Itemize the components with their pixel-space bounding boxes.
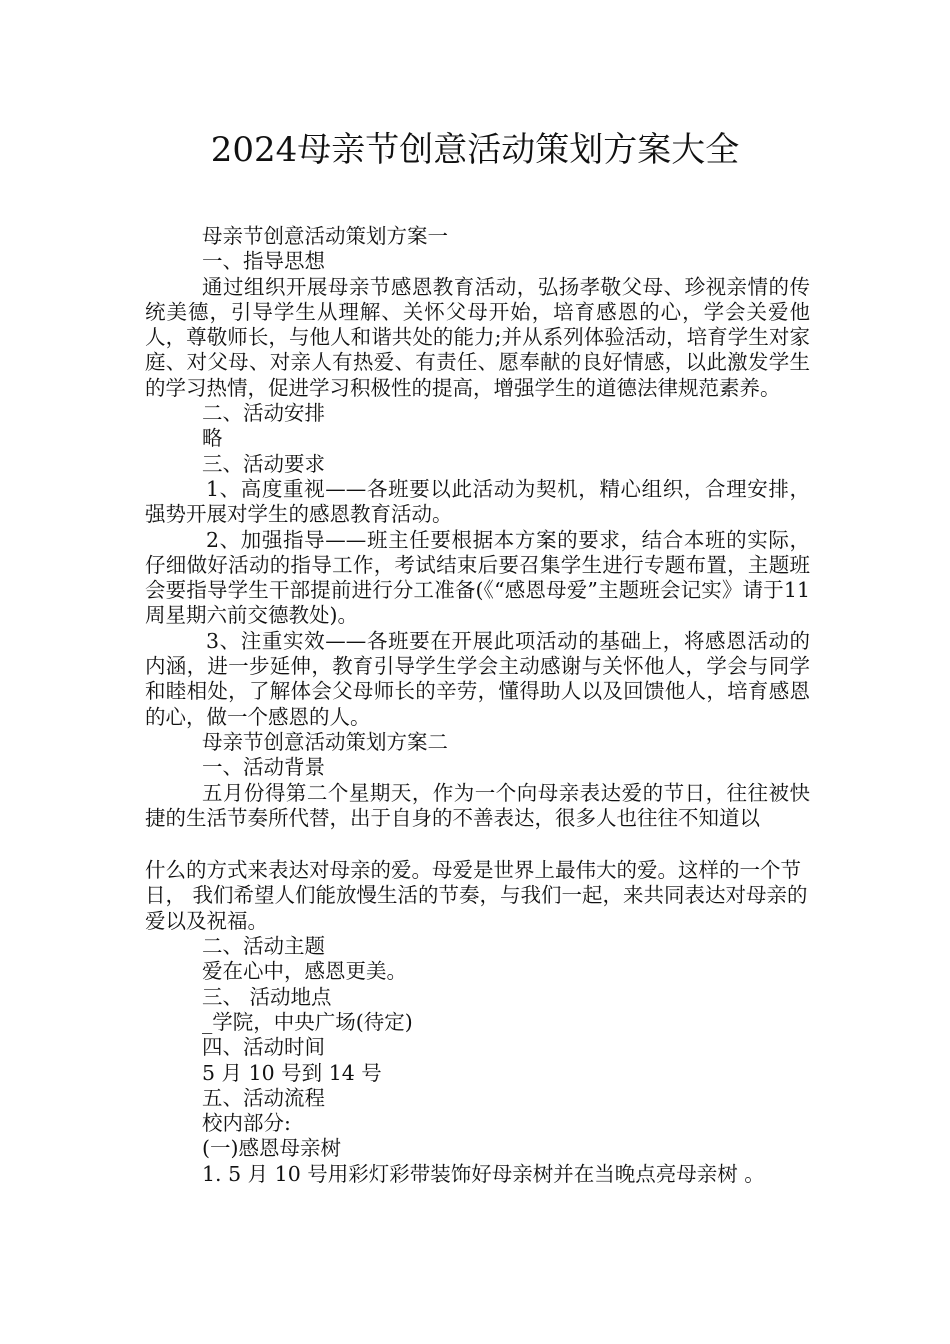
document-body [145, 224, 810, 1187]
document-title: 2024母亲节创意活动策划方案大全 [210, 130, 740, 170]
paragraph: _学院，中央广场(待定) [202, 1009, 413, 1034]
paragraph: 什么的方式来表达对母亲的爱。母爱是世界上最伟大的爱。这样的一个节日， 我们希望人们能放慢生活的节奏，与我们一起，来共同表达对母亲的爱以及祝福。 [145, 858, 808, 933]
section-heading: 母亲节创意活动策划方案一 [202, 224, 448, 248]
subheading: 一、活动背景 [202, 755, 325, 780]
paragraph: 5 月 10 号到 14 号 [202, 1060, 382, 1085]
page-gap [145, 831, 810, 858]
paragraph: 略 [202, 426, 223, 451]
paragraph: 通过组织开展母亲节感恩教育活动，弘扬孝敬父母、珍视亲情的传统美德，引导学生从理解、关怀父母开始，培育感恩的心，学会关爱他人，尊敬师长，与他人和谐共处的能力;并从系列体验活动，培育学生对家庭、对父母、对亲人有热爱、有责任、愿奉献的良好情感，以此激发学生的学习热情，促进学习积极性的提高，增强学生的道德法律规范素养。 [145, 274, 810, 400]
paragraph: 1. 5 月 10 号用彩灯彩带装饰好母亲树并在当晚点亮母亲树 。 [202, 1161, 765, 1186]
paragraph: 五月份得第二个星期天，作为一个向母亲表达爱的节日，往往被快捷的生活节奏所代替，出于自身的不善表达，很多人也往往不知道以 [145, 780, 810, 830]
paragraph: 3、注重实效——各班要在开展此项活动的基础上，将感恩活动的内涵，进一步延伸，教育引导学生学会主动感谢与关怀他人，学会与同学和睦相处，了解体会父母师长的辛劳，懂得助人以及回馈他人，培育感恩的心，做一个感恩的人。 [145, 628, 810, 729]
paragraph: (一)感恩母亲树 [202, 1136, 341, 1161]
paragraph: 爱在心中，感恩更美。 [202, 959, 407, 984]
subheading: 一、指导思想 [202, 249, 325, 274]
subheading: 三、 活动地点 [202, 984, 332, 1009]
paragraph: 1、高度重视——各班要以此活动为契机，精心组织，合理安排，强势开展对学生的感恩教育活动。 [145, 476, 810, 527]
subheading: 二、活动主题 [202, 934, 325, 959]
paragraph: 校内部分: [202, 1111, 291, 1136]
section-heading: 母亲节创意活动策划方案二 [202, 729, 448, 754]
subheading: 二、活动安排 [202, 401, 325, 426]
subheading: 三、活动要求 [202, 451, 325, 476]
subheading: 四、活动时间 [202, 1035, 325, 1060]
paragraph: 2、加强指导——班主任要根据本方案的要求，结合本班的实际，仔细做好活动的指导工作，考试结束后要召集学生进行专题布置，主题班会要指导学生干部提前进行分工准备(《“感恩母爱”主题班会记实》请于11周星期六前交德教处)。 [145, 527, 810, 628]
subheading: 五、活动流程 [202, 1085, 325, 1110]
